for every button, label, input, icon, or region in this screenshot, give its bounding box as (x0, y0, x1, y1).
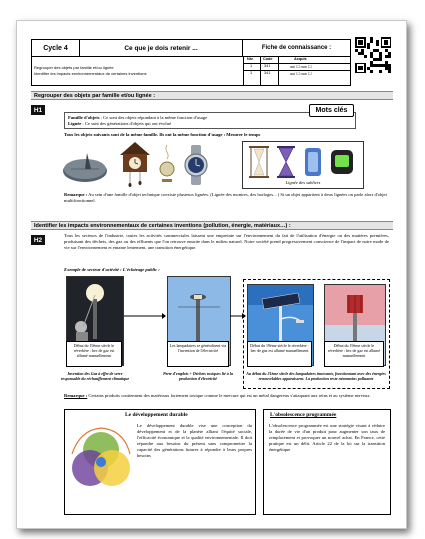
remarque-text-2: Certains produits contiennent des matériaux fortement toxique comme le mercure qui est un métal dangereux s'attaquant aux reins et au système nerveux. (87, 393, 371, 398)
hourglass-lineage-caption: Lignée des sabliers (285, 180, 321, 185)
qr-module (370, 40, 373, 43)
tag-h1: H1 (31, 105, 45, 115)
hourglass-2 (277, 146, 295, 178)
row2-code: 341 (264, 71, 271, 75)
qr-module (379, 70, 382, 73)
dev-durable-panel (64, 409, 256, 515)
digital-timer (331, 150, 353, 174)
hourglass-lineage-box (242, 141, 364, 189)
row1-niv: 1 (250, 64, 253, 68)
row2-niv: 1 (250, 71, 253, 75)
qr-module (379, 58, 382, 61)
arrow-right-icon (122, 311, 167, 321)
wristwatch-icon (181, 145, 211, 185)
cycle-label: Cycle 4 (32, 40, 80, 57)
remarque-label-2: Remarque : (64, 393, 88, 398)
tag-h2: H2 (31, 235, 45, 245)
section-bar-2: Identifier les impacts environnementaux de certaines inventions (pollution, énergie, matériaux…) : (31, 221, 393, 230)
remarque-text: Au sein d'une famille d'objet technique coexiste plusieurs lignées. (Lignée des montres, des horloges…) Si un objet appartient à deux lignées on parle alors d'objet multifonctionnel. (64, 192, 387, 203)
col-niv: Niv (247, 57, 253, 61)
bubble-gas-lamp: Début du 19ème siècle le réverbère : bec de gaz est allumé manuellement (66, 341, 122, 367)
objective-2: Identifier les impacts environnementaux de certaines inventions (34, 71, 147, 76)
section2-intro: Tous les secteurs de l'industrie, toutes les activités commerciales laissent une empreinte sur l'environnement du fait de l'utilisation d'énergie ou des matières premières, produisant des déchets, des gaz ou des effluents que l'on retrouve ensuite dans le milieu naturel. Notre société prend progressivement conscience de l'impact de notre mode de vie sur l'environnement et entame lentement, une transition énergétique. (64, 233, 389, 250)
bubble-electric-lamp: Les lampadaires se généralisent via l'invention de l'électricité (167, 341, 229, 367)
section2-remarque (64, 393, 389, 399)
qr-code (355, 37, 391, 73)
objective-1: Regrouper des objets par famille et/ou lignée (34, 65, 114, 70)
row1-code: 341 (264, 64, 271, 68)
sustainability-venn-icon (68, 424, 134, 496)
fiche-label: Fiche de connaissance : (243, 40, 350, 57)
qr-module (367, 46, 370, 49)
obsolescence-panel (263, 409, 391, 515)
section1-intro: Tous les objets suivants sont de la même famille. Ils ont la même fonction d'usage : Mesurer le temps (64, 132, 261, 137)
qr-finder (384, 40, 389, 45)
hourglass-lineage-icons (247, 144, 359, 180)
bubble-wind-lamp: Début du 19ème siècle le réverbère : bec de gaz est allumé manuellement (324, 341, 384, 367)
pocket-watch-icon (158, 143, 176, 185)
lignee-text: : Ce sont des générations d'objets qui ont évolué (81, 121, 172, 126)
row1-acquis: oui ☐ non ☐ (290, 65, 312, 69)
obsolescence-title: L'obsolescence programmée (270, 412, 337, 418)
row2-acquis: oui ☐ non ☐ (290, 72, 312, 76)
col-acquis: Acquis (294, 57, 307, 61)
hourglass-3 (305, 148, 321, 176)
qr-module (376, 43, 379, 46)
qr-module (388, 55, 391, 58)
qr-module (370, 70, 373, 73)
col-code: Code (263, 57, 273, 61)
page-title: Ce que je dois retenir ... (80, 40, 243, 57)
qr-module (364, 55, 367, 58)
obsolescence-text: L'obsolescence programmée est une stratégie visant à réduire la durée de vie d'un produit pour augmenter son taux de remplacement et provoquer un nouvel achat. En France, cette pratique est un délit. Article 22 de la loi sur la transition énergétique (269, 423, 385, 452)
section1-remarque (64, 192, 389, 204)
remarque-label: Remarque : (64, 192, 88, 197)
famille-text: : Ce sont des objets répondant à la même fonction d'usage (99, 115, 208, 120)
renewable-group-outline (243, 279, 390, 389)
impact-caption-3: Au début du 21ème siècle des lampadaires innovants, fonctionnant avec des énergies renouvelables apparaissent. La production reste néanmoins polluante (246, 371, 386, 381)
bubble-solar-lamp: Début du 19ème siècle le réverbère : bec de gaz est allumé manuellement (247, 341, 312, 367)
lignee-label: Lignée (68, 121, 82, 126)
section-bar-1: Regrouper des objets par famille et/ou lignée : (31, 91, 393, 100)
impact-caption-2: Perte d'emplois + Déchets toxiques lié à la production d'électricité (163, 371, 233, 381)
lignee-definition (68, 121, 171, 127)
document-page (16, 20, 407, 529)
hourglass-1 (249, 146, 269, 178)
sundial-icon (61, 143, 109, 185)
cuckoo-clock-icon (118, 139, 152, 187)
dev-durable-title: Le développement durable (125, 412, 188, 418)
header-table (31, 39, 351, 86)
dev-durable-text: Le développement durable vise une conception du développement et de la planète alliant l'équité sociale, l'efficacité économique et la qualité environnementale. Il doit répondre aux besoins du présent sans compromettre la capacité des générations futures à répondre à leurs propres besoins (137, 423, 252, 458)
mots-cles-badge: Mots clés (309, 104, 354, 117)
qr-finder (358, 40, 363, 45)
qr-module (388, 70, 391, 73)
example-title: Exemple de secteur d'activité : L'éclairage public : (64, 267, 160, 272)
famille-label: Famille d'objets (68, 115, 100, 120)
qr-finder (358, 66, 363, 71)
impact-caption-1: Invention des Gaz à effet de serre responsable du réchauffement climatique (60, 371, 130, 381)
